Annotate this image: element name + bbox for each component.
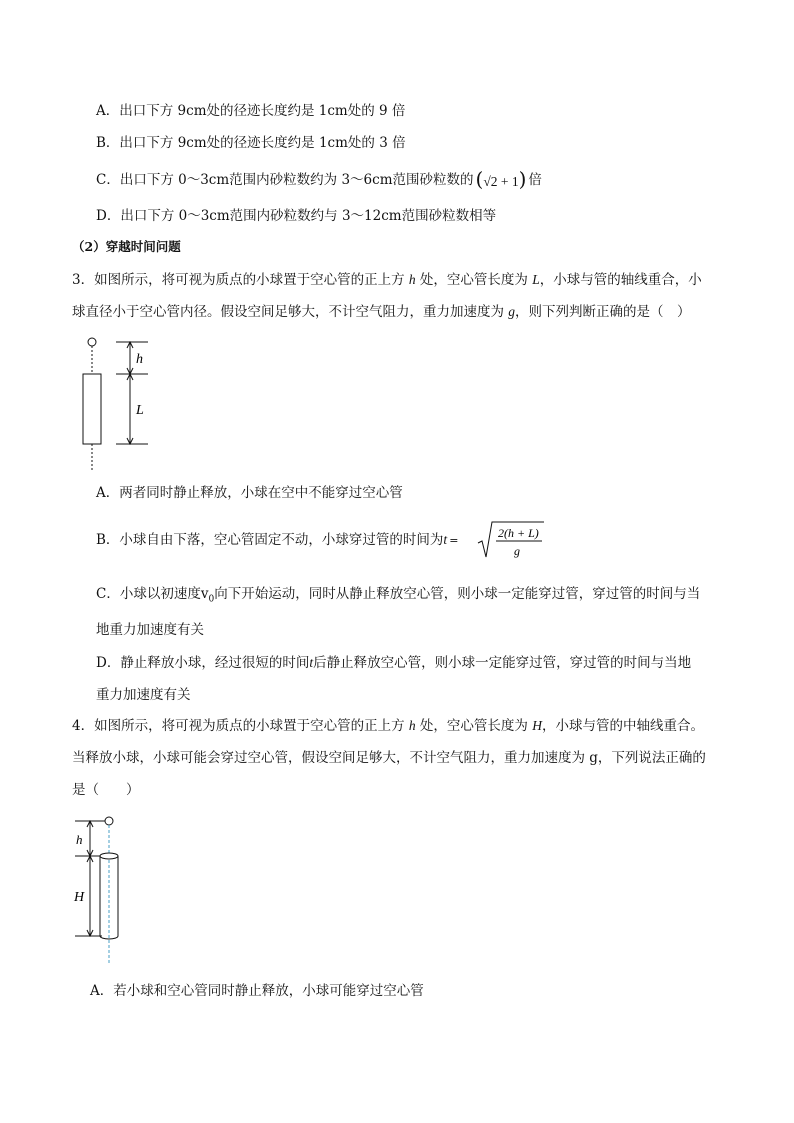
q4-figure bbox=[70, 812, 140, 970]
q3-option-b-formula bbox=[476, 519, 546, 561]
formula-numerator: 2(h + L) bbox=[498, 526, 539, 540]
q2-option-c bbox=[96, 167, 542, 191]
q3-option-b: B．小球自由下落，空心管固定不动，小球穿过管的时间为t = bbox=[96, 532, 459, 548]
label-h: h bbox=[136, 352, 143, 367]
q2-option-c-text: C．出口下方 0～3cm范围内砂粒数约为 3～6cm范围砂粒数的 bbox=[96, 172, 474, 188]
q3-option-a: A．两者同时静止释放，小球在空中不能穿过空心管 bbox=[96, 485, 403, 501]
q3-stem-line2: 球直径小于空心管内径。假设空间足够大，不计空气阻力，重力加速度为 g，则下列判断正确的是（ ） bbox=[72, 304, 691, 320]
q3-stem-line1: 3．如图所示，将可视为质点的小球置于空心管的正上方 h 处，空心管长度为 L，小球与管的轴线重合，小 bbox=[72, 272, 702, 288]
ball-icon bbox=[88, 338, 96, 346]
q4-stem-line2: 当释放小球，小球可能会穿过空心管，假设空间足够大，不计空气阻力，重力加速度为 g，下列说法正确的 bbox=[72, 750, 706, 766]
q2-option-c-suffix: 倍 bbox=[528, 172, 542, 188]
q2-option-b: B．出口下方 9cm处的径迹长度约是 1cm处的 3 倍 bbox=[96, 135, 406, 151]
label-big-h: H bbox=[74, 890, 85, 905]
q3-option-c-line2: 地重力加速度有关 bbox=[96, 622, 204, 638]
q4-stem-line3: 是（ ） bbox=[72, 782, 140, 798]
label-h: h bbox=[76, 832, 83, 847]
q3-figure bbox=[70, 332, 170, 474]
tube-top-ellipse bbox=[100, 853, 118, 859]
q3-option-c-line1: C．小球以初速度$v_0$向下开始运动，同时从静止释放空心管，则小球一定能穿过管，穿过管的时间与当 bbox=[96, 586, 701, 605]
label-l: L bbox=[136, 403, 144, 418]
q2-option-d: D．出口下方 0～3cm范围内砂粒数约与 3～12cm范围砂粒数相等 bbox=[96, 208, 497, 224]
q4-option-a: A．若小球和空心管同时静止释放，小球可能穿过空心管 bbox=[90, 983, 424, 999]
sqrt2-plus-1-expression: (√2 + 1) bbox=[475, 167, 527, 191]
q4-stem-line1: 4．如图所示，将可视为质点的小球置于空心管的正上方 h 处，空心管长度为 H，小球与管的中轴线重合。 bbox=[72, 718, 704, 734]
q3-option-d-line1: D．静止释放小球，经过很短的时间t后静止释放空心管，则小球一定能穿过管，穿过管的时间与当地 bbox=[96, 655, 692, 671]
formula-denominator: g bbox=[514, 544, 520, 558]
q3-option-d-line2: 重力加速度有关 bbox=[96, 687, 191, 703]
q2-option-a: A．出口下方 9cm处的径迹长度约是 1cm处的 9 倍 bbox=[96, 103, 406, 119]
tube-shape bbox=[83, 374, 101, 444]
section-heading: （2）穿越时间问题 bbox=[72, 239, 181, 254]
ball-icon bbox=[105, 817, 113, 825]
